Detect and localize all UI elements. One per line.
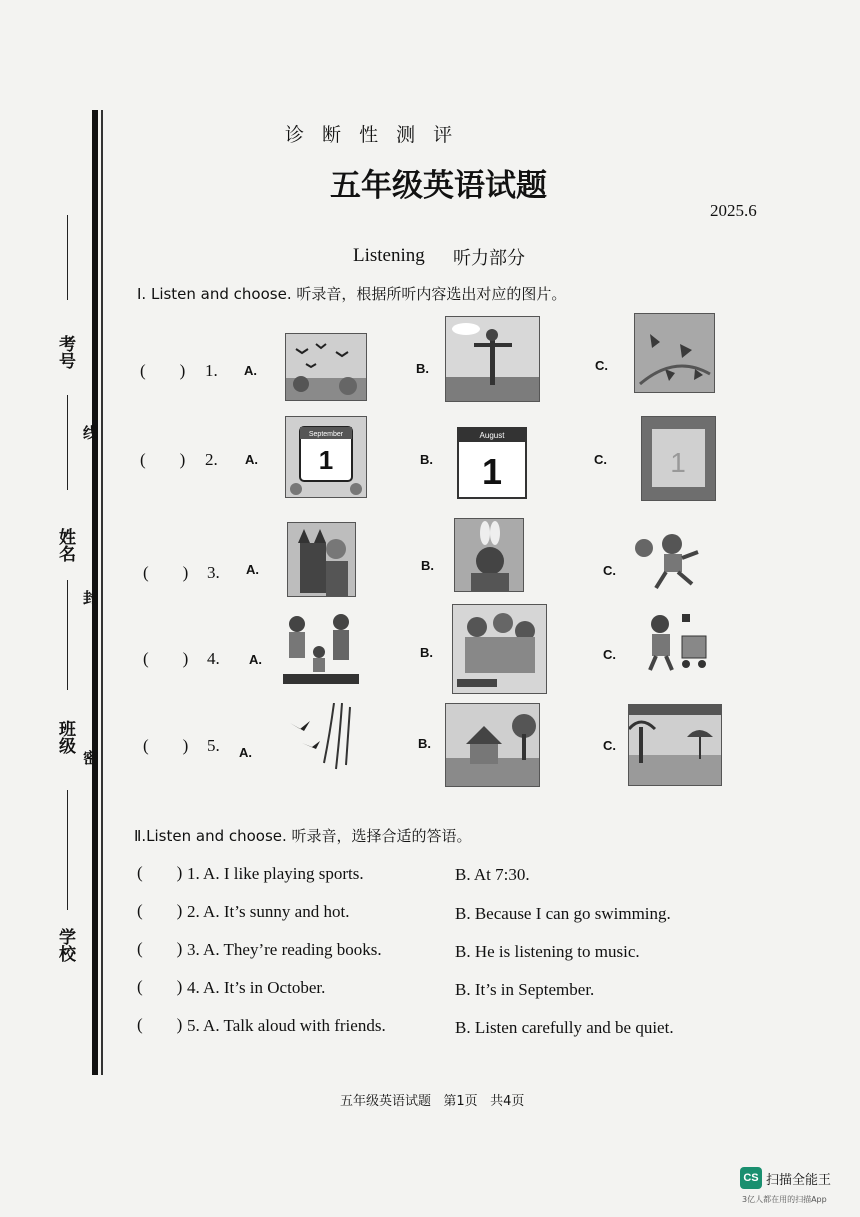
xingming-blank (67, 395, 68, 490)
hut-icon (446, 704, 539, 786)
section2-option-b-4: B. It’s in September. (455, 980, 595, 999)
picture-calendar-august[interactable] (452, 420, 534, 502)
answer-paren-1-5[interactable]: ( ) (143, 736, 189, 755)
camscanner-tagline: 3亿人都在用的扫描App (742, 1195, 827, 1204)
option-label-c: C. (603, 647, 616, 662)
picture-beach-umbrella[interactable] (628, 704, 722, 786)
leaves-icon (635, 314, 714, 392)
kids-reading-icon (453, 605, 546, 693)
camscanner-brand: 扫描全能王 (766, 1173, 832, 1188)
scarecrow-icon (446, 317, 539, 401)
section2-option-b-3: B. He is listening to music. (455, 942, 640, 961)
option-label-b: B. (420, 645, 433, 660)
mi-mark: 密 (81, 750, 99, 765)
option-label-c: C. (603, 738, 616, 753)
banji-blank (67, 580, 68, 690)
section2-option-a-4: 4. A. It’s in October. (187, 978, 326, 997)
option-label-c: C. (594, 452, 607, 467)
kaohao-label: 考号 (55, 335, 75, 369)
section2-option-b-5: B. Listen carefully and be quiet. (455, 1018, 674, 1037)
camscanner-logo-text: CS (743, 1172, 759, 1184)
listening-heading-en: Listening (353, 245, 425, 266)
xingming-label: 姓名 (55, 528, 75, 562)
boy-dog-icon (288, 523, 355, 596)
picture-calendar-september[interactable] (285, 416, 367, 498)
feng-mark: 封 (81, 590, 99, 605)
option-label-a: A. (246, 562, 259, 577)
answer-paren-2-4[interactable]: ( ) (137, 977, 183, 996)
answer-paren-1-2[interactable]: ( ) (140, 450, 186, 469)
question-number-1-3: 3. (207, 563, 220, 582)
swallow-willow-icon (284, 703, 359, 773)
picture-family-planting[interactable] (283, 610, 359, 688)
picture-hut-autumn-tree[interactable] (445, 703, 540, 787)
option-label-c: C. (603, 563, 616, 578)
picture-scarecrow-field[interactable] (445, 316, 540, 402)
calendar-icon (642, 417, 715, 500)
xuexiao-blank (67, 790, 68, 910)
picture-kids-reading[interactable] (452, 604, 547, 694)
picture-swallows-willow[interactable] (284, 703, 359, 773)
camscanner-logo-icon (740, 1167, 762, 1189)
calendar-day-label: 1 (481, 451, 503, 492)
option-label-b: B. (416, 361, 429, 376)
option-label-a: A. (244, 363, 257, 378)
banji-label: 班级 (55, 720, 75, 754)
section2-option-a-5: 5. A. Talk aloud with friends. (187, 1016, 386, 1035)
exam-subtitle: 诊 断 性 测 评 (285, 124, 459, 146)
option-label-a: A. (249, 652, 262, 667)
calendar-day-label: 1 (318, 445, 334, 475)
calendar-day-label: 1 (670, 447, 686, 478)
page-footer: 五年级英语试题 第1页 共4页 (340, 1094, 525, 1109)
binding-thin-line (101, 110, 103, 1075)
option-label-a: A. (239, 745, 252, 760)
answer-paren-1-4[interactable]: ( ) (143, 649, 189, 668)
question-number-1-2: 2. (205, 450, 218, 469)
exam-date: 2025.6 (710, 201, 757, 220)
section2-option-a-1: 1. A. I like playing sports. (187, 864, 364, 883)
section2-option-a-3: 3. A. They’re reading books. (187, 940, 382, 959)
picture-autumn-leaves[interactable] (634, 313, 715, 393)
answer-paren-2-2[interactable]: ( ) (137, 901, 183, 920)
section2-option-b-2: B. Because I can go swimming. (455, 904, 671, 923)
family-icon (283, 610, 359, 688)
answer-paren-2-1[interactable]: ( ) (137, 863, 183, 882)
calendar-month-label: August (479, 431, 505, 440)
answer-paren-1-1[interactable]: ( ) (140, 361, 186, 380)
section2-option-b-1: B. At 7:30. (455, 865, 530, 884)
kid-rabbit-icon (455, 519, 523, 591)
question-number-1-5: 5. (207, 736, 220, 755)
option-label-a: A. (245, 452, 258, 467)
picture-kid-with-rabbit[interactable] (454, 518, 524, 592)
picture-calendar-faded[interactable] (641, 416, 716, 501)
picture-birds-flying[interactable] (285, 333, 367, 401)
birds-flying-icon (286, 334, 366, 400)
answer-paren-2-3[interactable]: ( ) (137, 939, 183, 958)
section2-option-a-2: 2. A. It’s sunny and hot. (187, 902, 350, 921)
exam-title: 五年级英语试题 (330, 168, 547, 204)
option-label-b: B. (418, 736, 431, 751)
option-label-b: B. (421, 558, 434, 573)
calendar-month-label: September (308, 431, 344, 438)
listening-heading-cn: 听力部分 (453, 248, 525, 269)
picture-boy-with-dog[interactable] (287, 522, 356, 597)
question-number-1-4: 4. (207, 649, 220, 668)
calendar-icon (286, 417, 366, 497)
section1-title: Ⅰ. Listen and choose. 听录音，根据所听内容选出对应的图片。 (137, 285, 567, 303)
picture-boy-running[interactable] (634, 530, 706, 592)
option-label-c: C. (595, 358, 608, 373)
answer-paren-1-3[interactable]: ( ) (143, 563, 189, 582)
option-label-b: B. (420, 452, 433, 467)
picture-girl-shopping[interactable] (638, 610, 714, 674)
kaohao-blank (67, 215, 68, 300)
beach-icon (629, 705, 721, 785)
girl-shopping-icon (638, 610, 714, 674)
xuexiao-label: 学校 (55, 928, 75, 962)
section2-title: Ⅱ.Listen and choose. 听录音，选择合适的答语。 (134, 827, 472, 845)
boy-running-icon (634, 530, 706, 592)
answer-paren-2-5[interactable]: ( ) (137, 1015, 183, 1034)
calendar-icon (452, 420, 534, 502)
question-number-1-1: 1. (205, 361, 218, 380)
xian-mark: 线 (81, 425, 99, 440)
